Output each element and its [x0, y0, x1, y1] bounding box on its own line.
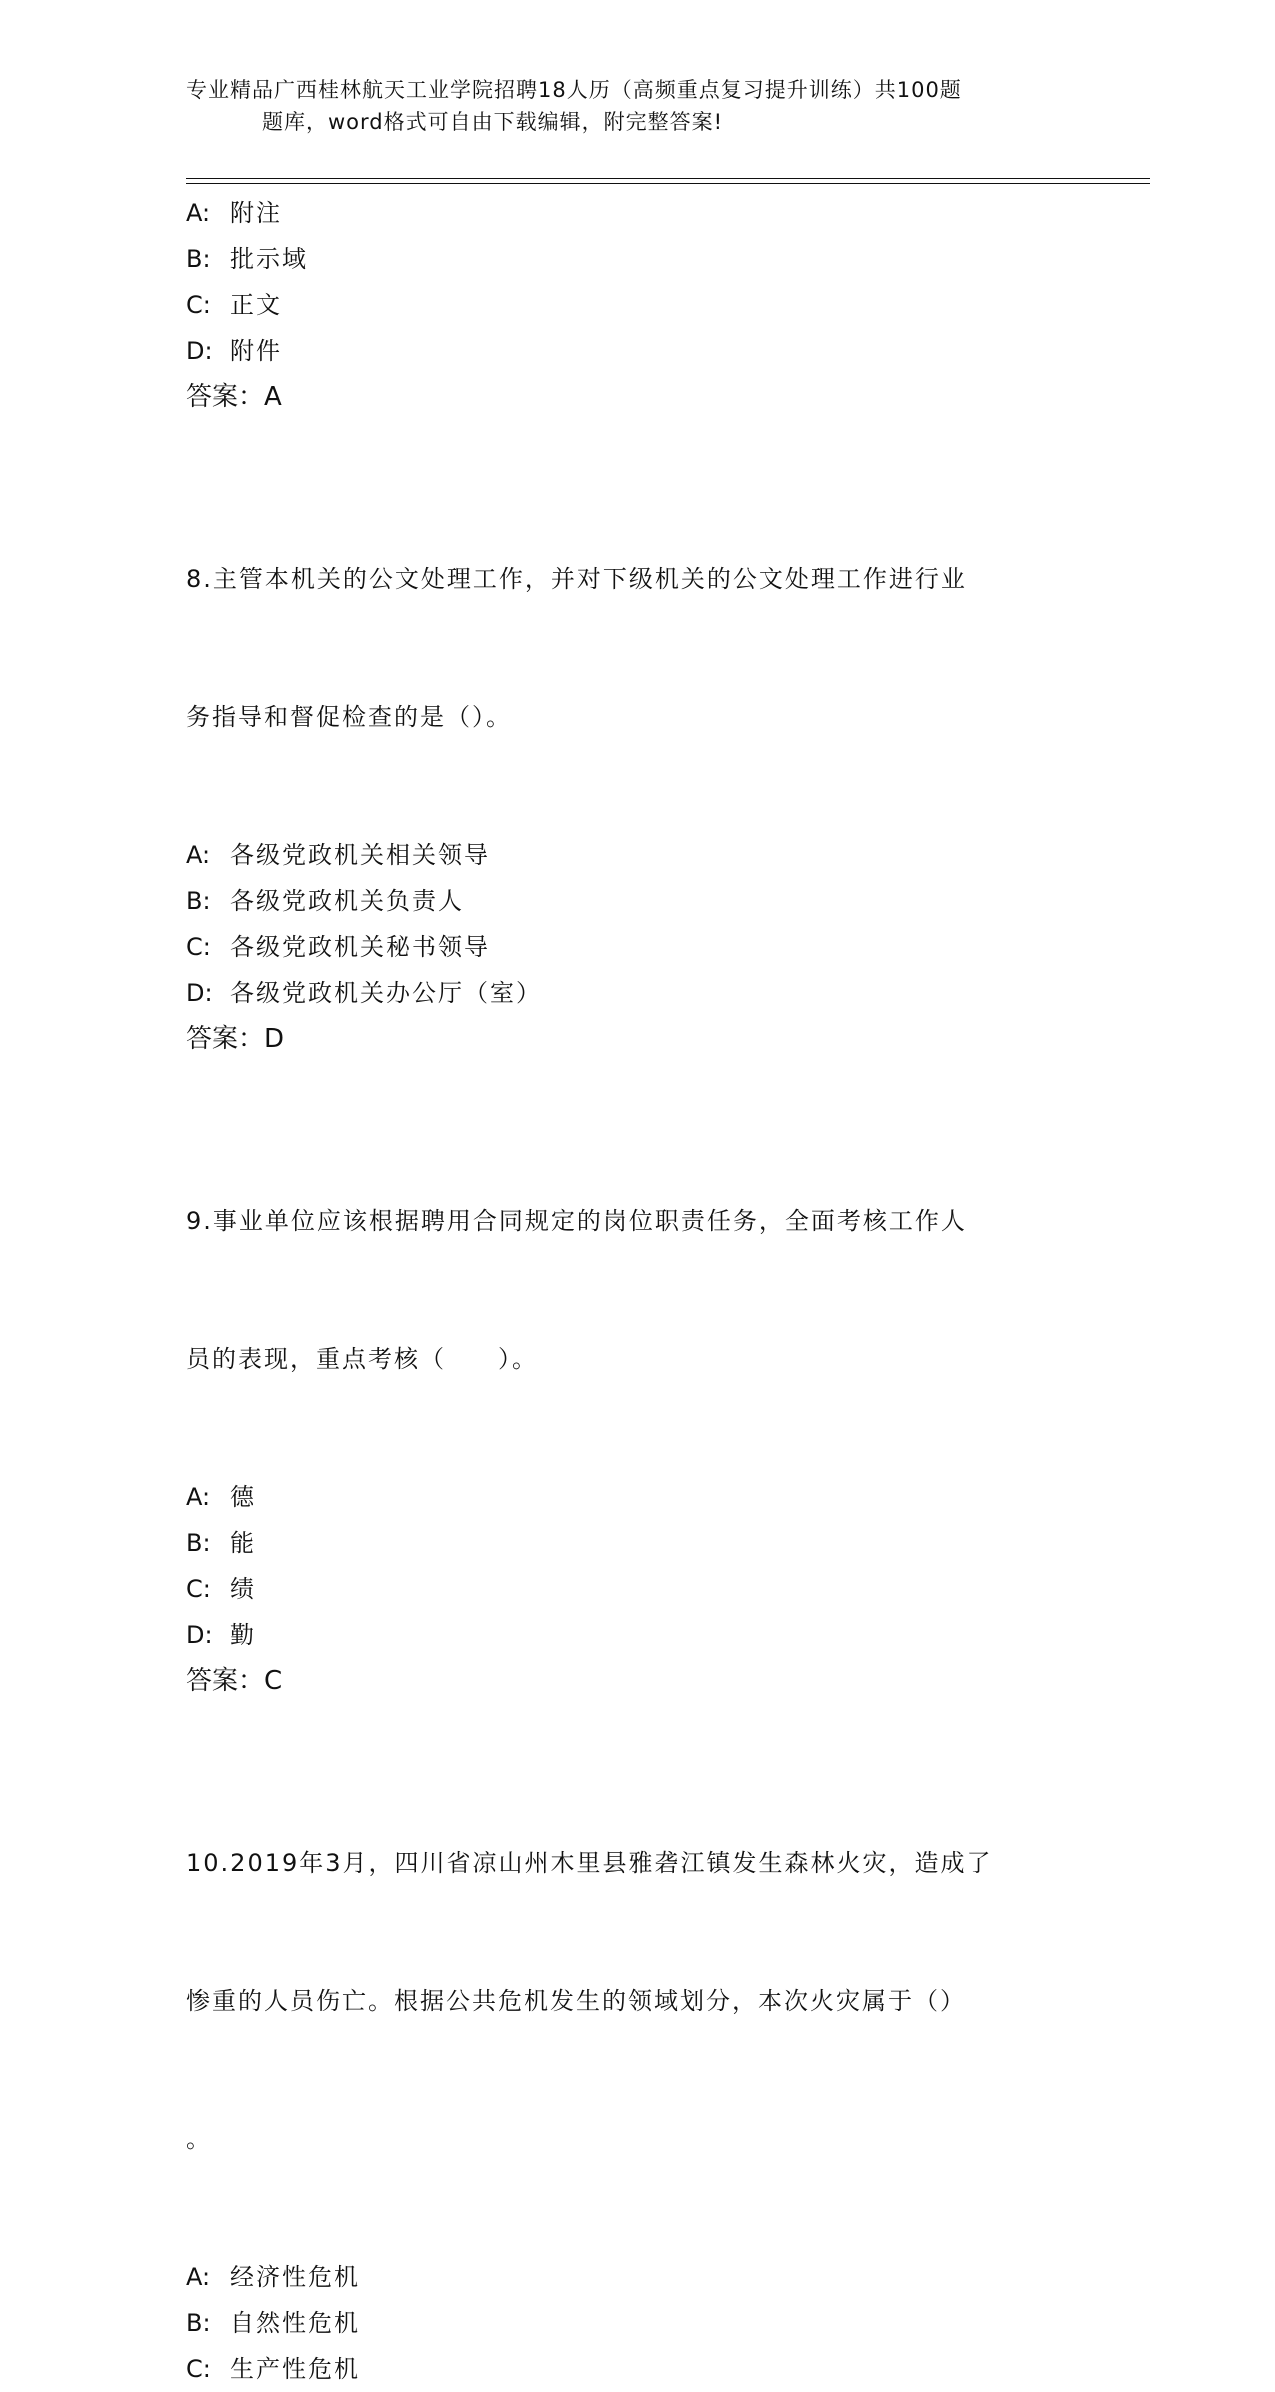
- question-7-options: [186, 190, 1086, 420]
- option-letter: C:: [186, 1575, 211, 1603]
- option-letter: D:: [186, 979, 213, 1007]
- question-10: [186, 1748, 1086, 2254]
- question-8: [186, 464, 1086, 832]
- option-letter: D:: [186, 337, 213, 365]
- option-a: [186, 1474, 1086, 1520]
- option-text: 各级党政机关办公厅（室）: [230, 979, 542, 1007]
- option-text: 各级党政机关负责人: [230, 887, 464, 915]
- option-text: 自然性危机: [230, 2309, 360, 2337]
- option-text: 正文: [230, 291, 282, 319]
- page-header: [186, 74, 1086, 138]
- option-letter: A:: [186, 1483, 211, 1511]
- option-text: 各级党政机关秘书领导: [230, 933, 490, 961]
- answer-line: 答案：A: [186, 382, 282, 412]
- option-letter: B:: [186, 245, 211, 273]
- option-a: [186, 2254, 1086, 2300]
- option-letter: B:: [186, 2309, 211, 2337]
- option-c: [186, 1566, 1086, 1612]
- option-b: [186, 2300, 1086, 2346]
- option-text: 能: [230, 1529, 256, 1557]
- question-text-line: 。: [186, 2125, 212, 2153]
- question-9-options: [186, 1474, 1086, 1704]
- option-text: 绩: [230, 1575, 256, 1603]
- option-letter: B:: [186, 887, 211, 915]
- option-a: [186, 190, 1086, 236]
- option-letter: B:: [186, 1529, 211, 1557]
- option-c: [186, 2346, 1086, 2392]
- question-text-line: 8.主管本机关的公文处理工作，并对下级机关的公文处理工作进行业: [186, 565, 967, 593]
- option-letter: A:: [186, 199, 211, 227]
- option-d: [186, 1612, 1086, 1658]
- option-text: 经济性危机: [230, 2263, 360, 2291]
- option-letter: C:: [186, 291, 211, 319]
- option-c: [186, 924, 1086, 970]
- answer-line: 答案：D: [186, 1024, 285, 1054]
- option-letter: A:: [186, 2263, 211, 2291]
- option-letter: D:: [186, 1621, 213, 1649]
- header-divider-bottom: [186, 183, 1150, 184]
- question-8-options: [186, 832, 1086, 1062]
- option-letter: C:: [186, 933, 211, 961]
- option-text: 附件: [230, 337, 282, 365]
- question-9: [186, 1106, 1086, 1474]
- option-a: [186, 832, 1086, 878]
- option-d: [186, 328, 1086, 374]
- option-b: [186, 878, 1086, 924]
- option-text: 生产性危机: [230, 2355, 360, 2383]
- header-line-2: 题库，word格式可自由下载编辑，附完整答案!: [262, 110, 724, 134]
- question-text-line: 务指导和督促检查的是（）。: [186, 703, 512, 731]
- option-text: 附注: [230, 199, 282, 227]
- option-letter: A:: [186, 841, 211, 869]
- option-b: [186, 236, 1086, 282]
- header-divider-top: [186, 178, 1150, 179]
- option-text: 批示域: [230, 245, 308, 273]
- answer-line: 答案：C: [186, 1666, 283, 1696]
- option-text: 各级党政机关相关领导: [230, 841, 490, 869]
- option-b: [186, 1520, 1086, 1566]
- option-text: 勤: [230, 1621, 256, 1649]
- question-text-line: 10.2019年3月，四川省凉山州木里县雅砻江镇发生森林火灾，造成了: [186, 1849, 993, 1877]
- option-c: [186, 282, 1086, 328]
- option-d: [186, 970, 1086, 1016]
- question-text-line: 惨重的人员伤亡。根据公共危机发生的领域划分，本次火灾属于（）: [186, 1987, 966, 2015]
- header-line-1: 专业精品广西桂林航天工业学院招聘18人历（高频重点复习提升训练）共100题: [186, 78, 962, 102]
- question-10-options: [186, 2254, 1086, 2392]
- option-letter: C:: [186, 2355, 211, 2383]
- question-text-line: 9.事业单位应该根据聘用合同规定的岗位职责任务，全面考核工作人: [186, 1207, 967, 1235]
- question-content: [186, 190, 1086, 2392]
- option-text: 德: [230, 1483, 256, 1511]
- question-text-line: 员的表现，重点考核（ ）。: [186, 1345, 538, 1373]
